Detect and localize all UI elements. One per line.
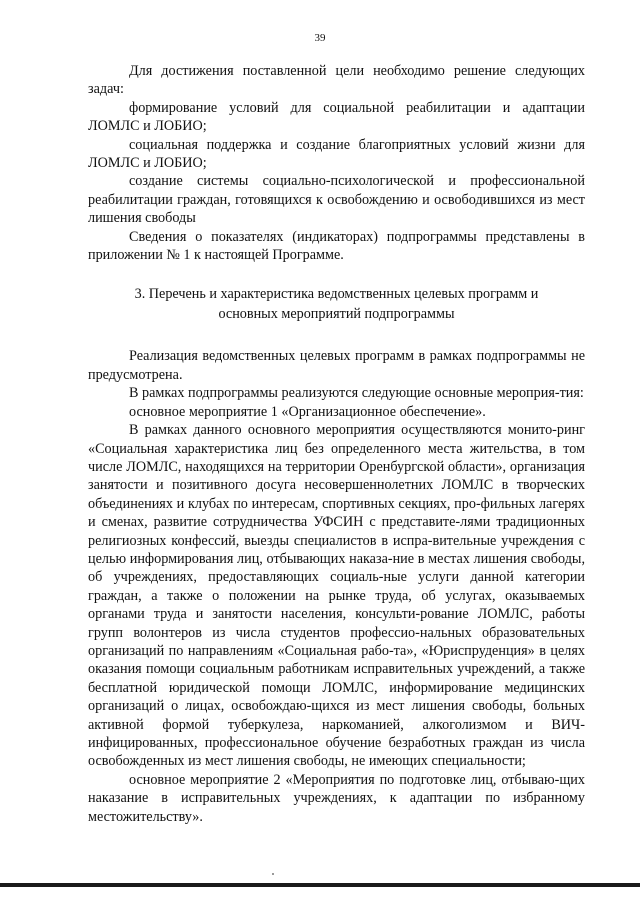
page-number: 39: [314, 32, 326, 44]
section-heading: [88, 285, 585, 324]
paragraph-activity-1-details: В рамках данного основного мероприятия осуществляются монито-ринг «Социальная характеристика лиц без определенного места жительства, в том числе ЛОМЛС, находящихся на территории Оренбургской области», организация занятости и позитивного досуга несовершеннолетних ЛОМЛС в творческих объединениях и клубах по интересам, спортивных секциях, про-фильных лагерях и сменах, развитие сотрудничества УФСИН с представите-лями традиционных религиозных конфессий, выезды специалистов в испра-вительные учреждения с целью информирования лиц, отбывающих наказа-ние в местах лишения свободы, об учреждениях, предоставляющих социаль-ные услуги данной категории граждан, а также о положении на рынке труда, об услугах, оказываемых органами труда и занятости населения, консульти-рование ЛОМЛС, работы групп волонтеров из числа студентов профессио-нальных образовательных организаций по направлениям «Социальная рабо-та», «Юриспруденция» в целях оказания помощи социальным работникам исправительных учреждений, а также бесплатной юридической помощи ЛОМЛС, информирование медицинских организаций о лицах, освобождаю-щихся из мест лишения свободы, больных активной формой туберкулеза, наркоманией, алкоголизмом и ВИЧ-инфицированных, профессиональное обучение безработных граждан из числа освобожденных из мест лишения свободы, не имеющих специальности;: [88, 422, 585, 770]
page-bottom-rule: [0, 883, 640, 887]
paragraph-main-activities-intro: В рамках подпрограммы реализуются следующие основные мероприя-тия:: [129, 385, 584, 402]
paragraph-task-1: формирование условий для социальной реабилитации и адаптации ЛОМЛС и ЛОБИО;: [88, 99, 585, 135]
document-body: [88, 62, 585, 826]
paragraph-targeted-programs: Реализация ведомственных целевых программ в рамках подпрограммы не предусмотрена.: [88, 348, 585, 383]
paragraph-goal-intro: Для достижения поставленной цели необходимо решение следующих задач:: [88, 63, 585, 98]
scan-speck: [272, 873, 274, 875]
paragraph-main-activity-1: основное мероприятие 1 «Организационное обеспечение».: [129, 403, 486, 420]
paragraph-task-3: создание системы социально-психологической и профессиональной реабилитации граждан, готовящихся к освобождению и освободившихся из мест лишения свободы: [88, 173, 585, 227]
paragraph-indicators: Сведения о показателях (индикаторах) подпрограммы представлены в приложении № 1 к настоящей Программе.: [88, 228, 585, 264]
paragraph-main-activity-2: основное мероприятие 2 «Мероприятия по подготовке лиц, отбываю-щих наказание в исправительных учреждениях, к адаптации по избранному местожительству».: [88, 771, 585, 825]
section-heading-line-1: 3. Перечень и характеристика ведомственных целевых программ и: [134, 286, 539, 303]
paragraph-task-2: социальная поддержка и создание благоприятных условий жизни для ЛОМЛС и ЛОБИО;: [88, 136, 585, 172]
section-heading-line-2: основных мероприятий подпрограммы: [218, 305, 455, 322]
